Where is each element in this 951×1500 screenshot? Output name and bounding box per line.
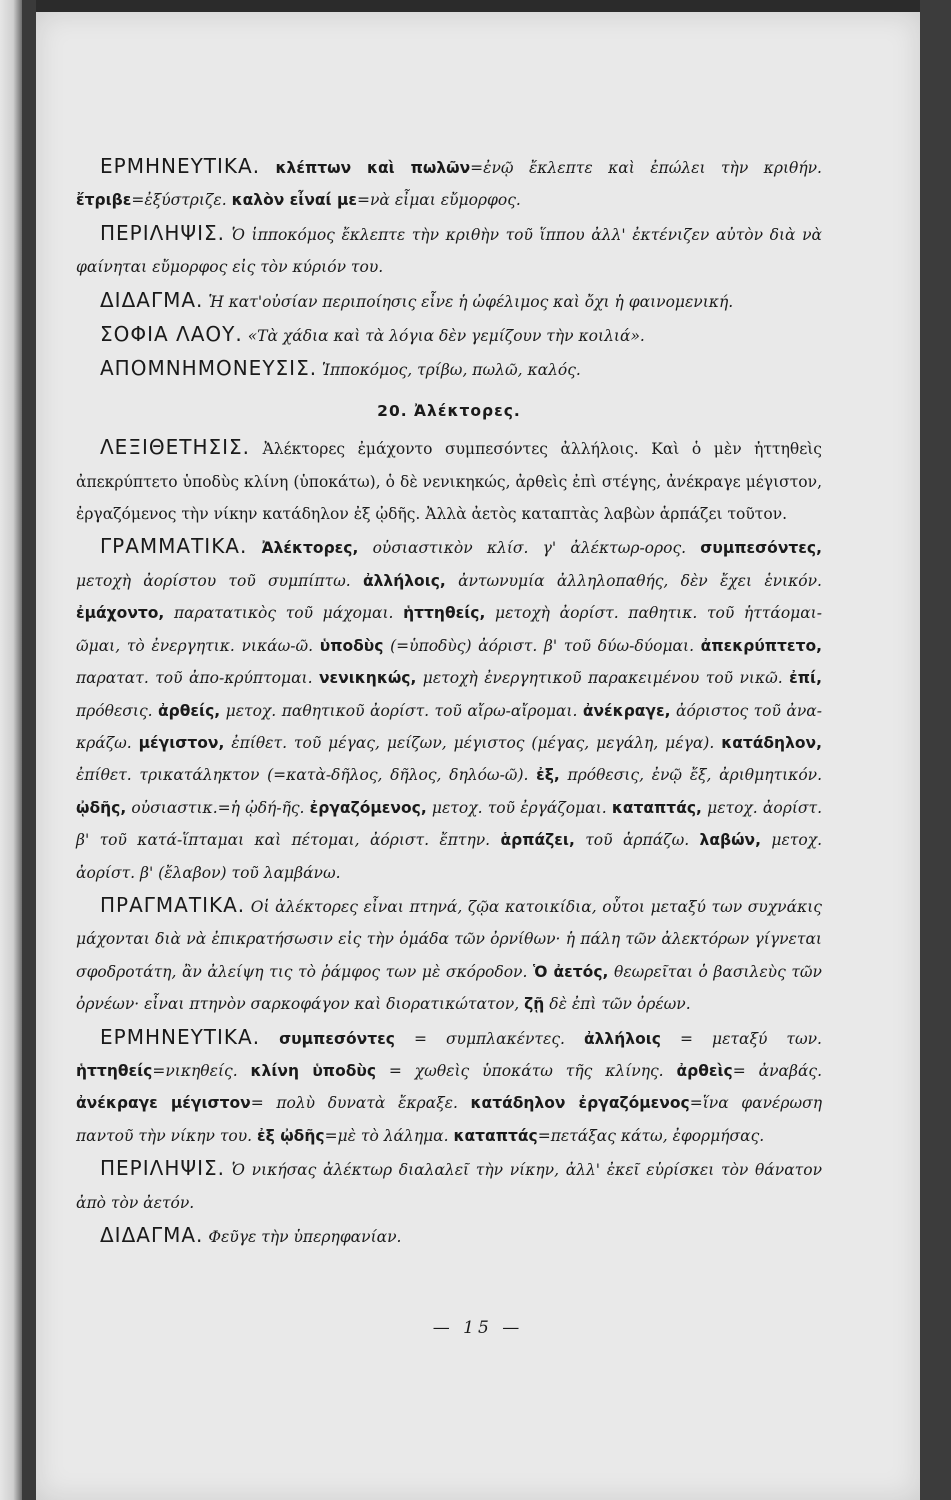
paragraph-didagma-2: ΔΙΔΑΓΜΑ. Φεῦγε τὴν ὑπερηφανίαν. (100, 1223, 402, 1247)
section-title: 20. Ἀλέκτορες. (377, 401, 521, 420)
paragraph-didagma-1: ΔΙΔΑΓΜΑ. Ἡ κατ'οὐσίαν περιποίησις εἶνε ἡ ὠφέλιμος καὶ ὄχι ἡ φαινομενική. (100, 287, 734, 312)
paragraph-perilipsis-2: ΠΕΡΙΛΗΨΙΣ. Ὁ νικήσας ἀλέκτωρ διαλαλεῖ τὴν νίκην, ἀλλ' ἐκεῖ εὑρίσκει τὸν θάνατον ἀπὸ τὸν ἀετόν. (76, 1156, 822, 1212)
scan-background (920, 0, 951, 1500)
paragraph-sofia-laou: ΣΟΦΙΑ ΛΑΟΥ. «Τὰ χάδια καὶ τὰ λόγια δὲν γεμίζουν τὴν κοιλιά». (100, 322, 645, 347)
page-text (76, 150, 822, 1253)
paragraph-ermineftika-1: ΕΡΜΗΝΕΥΤΙΚΑ. κλέπτων καὶ πωλῶν=ἐνῷ ἔκλεπτε καὶ ἐπώλει τὴν κριθήν. ἔτριβε=ἐξύστριζε. καλὸν εἶναί με=νὰ εἶμαι εὔμορφος. (76, 154, 822, 210)
adjacent-page-edge (0, 0, 22, 1500)
paragraph-pragmatika: ΠΡΑΓΜΑΤΙΚΑ. Οἱ ἀλέκτορες εἶναι πτηνά, ζῷα κατοικίδια, οὗτοι μεταξύ των συχνάκις μάχονται διὰ νὰ ἐπικρατήσωσιν εἰς τὴν ὁμάδα τῶν ὀρνίθων· ἡ πάλη τῶν ἀλεκτόρων γίγνεται σφοδροτάτη, ἂν ἀλείψη τις τὸ ῥάμφος των μὲ σκόροδον. Ὁ ἀετός, θεωρεῖται ὁ βασιλεὺς τῶν ὀρνέων· εἶναι πτηνὸν σαρκοφάγον καὶ διορατικώτατον, ζῇ δὲ ἐπὶ τῶν ὀρέων. (76, 892, 822, 1014)
paragraph-apomnimonefsis: ΑΠΟΜΝΗΜΟΝΕΥΣΙΣ. Ἱπποκόμος, τρίβω, πωλῶ, καλός. (100, 356, 581, 381)
paragraph-lexithetisis: ΛΕΞΙΘΕΤΗΣΙΣ. Ἀλέκτορες ἐμάχοντο συμπεσόντες ἀλλήλοις. Καὶ ὁ μὲν ἡττηθεὶς ἀπεκρύπτετο ὑποδὺς κλίνη (ὑποκάτω), ὁ δὲ νενικηκώς, ἀρθεὶς ἐπὶ στέγης, ἀνέκραγε μέγιστον, ἐργαζόμενος τὴν νίκην κατάδηλον ἐξ ᾠδῆς. Ἀλλὰ ἀετὸς καταπτὰς λαβὼν ἁρπάζει τοῦτον. (76, 435, 822, 524)
paragraph-ermineftika-2: ΕΡΜΗΝΕΥΤΙΚΑ. συμπεσόντες = συμπλακέντες. ἀλλήλοις = μεταξύ των. ἡττηθείς=νικηθείς. κλίνη ὑποδὺς = χωθεὶς ὑποκάτω τῆς κλίνης. ἀρθεὶς= ἀναβάς. ἀνέκραγε μέγιστον= πολὺ δυνατὰ ἔκραξε. κατάδηλον ἐργαζόμενος=ἵνα φανέρωση παντοῦ τὴν νίκην του. ἐξ ᾠδῆς=μὲ τὸ λάλημα. καταπτάς=πετάξας κάτω, ἐφορμήσας. (76, 1024, 823, 1145)
book-gutter (22, 0, 36, 1500)
book-page (36, 12, 920, 1500)
paragraph-grammatika: ΓΡΑΜΜΑΤΙΚΑ. Ἀλέκτορες, οὐσιαστικὸν κλίσ. γ' ἀλέκτωρ-ορος. συμπεσόντες, μετοχὴ ἀορίστου τοῦ συμπίπτω. ἀλλήλοις, ἀντωνυμία ἀλληλοπαθής, δὲν ἔχει ἑνικόν. ἐμάχοντο, παρατατικὸς τοῦ μάχομαι. ἡττηθείς, μετοχὴ ἀορίστ. παθητικ. τοῦ ἡττάομαι-ῶμαι, τὸ ἐνεργητικ. νικάω-ῶ. ὑποδὺς (=ὑποδὺς) ἀόριστ. β' τοῦ δύω-δύομαι. ἀπεκρύπτετο, παρατατ. τοῦ ἀπο-κρύπτομαι. νενικηκώς, μετοχὴ ἐνεργητικοῦ παρακειμένου τοῦ νικῶ. ἐπί, πρόθεσις. ἀρθείς, μετοχ. παθητικοῦ ἀορίστ. τοῦ αἴρω-αἴρομαι. ἀνέκραγε, ἀόριστος τοῦ ἀνα-κράζω. μέγιστον, ἐπίθετ. τοῦ μέγας, μείζων, μέγιστος (μέγας, μεγάλη, μέγα). κατάδηλον, ἐπίθετ. τρικατάληκτον (=κατὰ-δῆλος, δῆλος, δηλόω-ῶ). ἐξ, πρόθεσις, ἐνῷ ἔξ, ἀριθμητικόν. ᾠδῆς, οὐσιαστικ.=ἡ ᾠδή-ῆς. ἐργαζόμενος, μετοχ. τοῦ ἐργάζομαι. καταπτάς, μετοχ. ἀορίστ. β' τοῦ κατά-ἵπταμαι καὶ πέτομαι, ἀόριστ. ἔπτην. ἁρπάζει, τοῦ ἁρπάζω. λαβών, μετοχ. ἀορίστ. β' (ἔλαβον) τοῦ λαμβάνω. (76, 534, 823, 882)
paragraph-perilipsis-1: ΠΕΡΙΛΗΨΙΣ. Ὁ ἱπποκόμος ἔκλεπτε τὴν κριθὴν τοῦ ἵππου ἀλλ' ἐκτένιζεν αὐτὸν διὰ νὰ φαίνηται εὔμορφος εἰς τὸν κύριόν του. (76, 220, 822, 277)
page-number: — 15 — (432, 1318, 524, 1338)
